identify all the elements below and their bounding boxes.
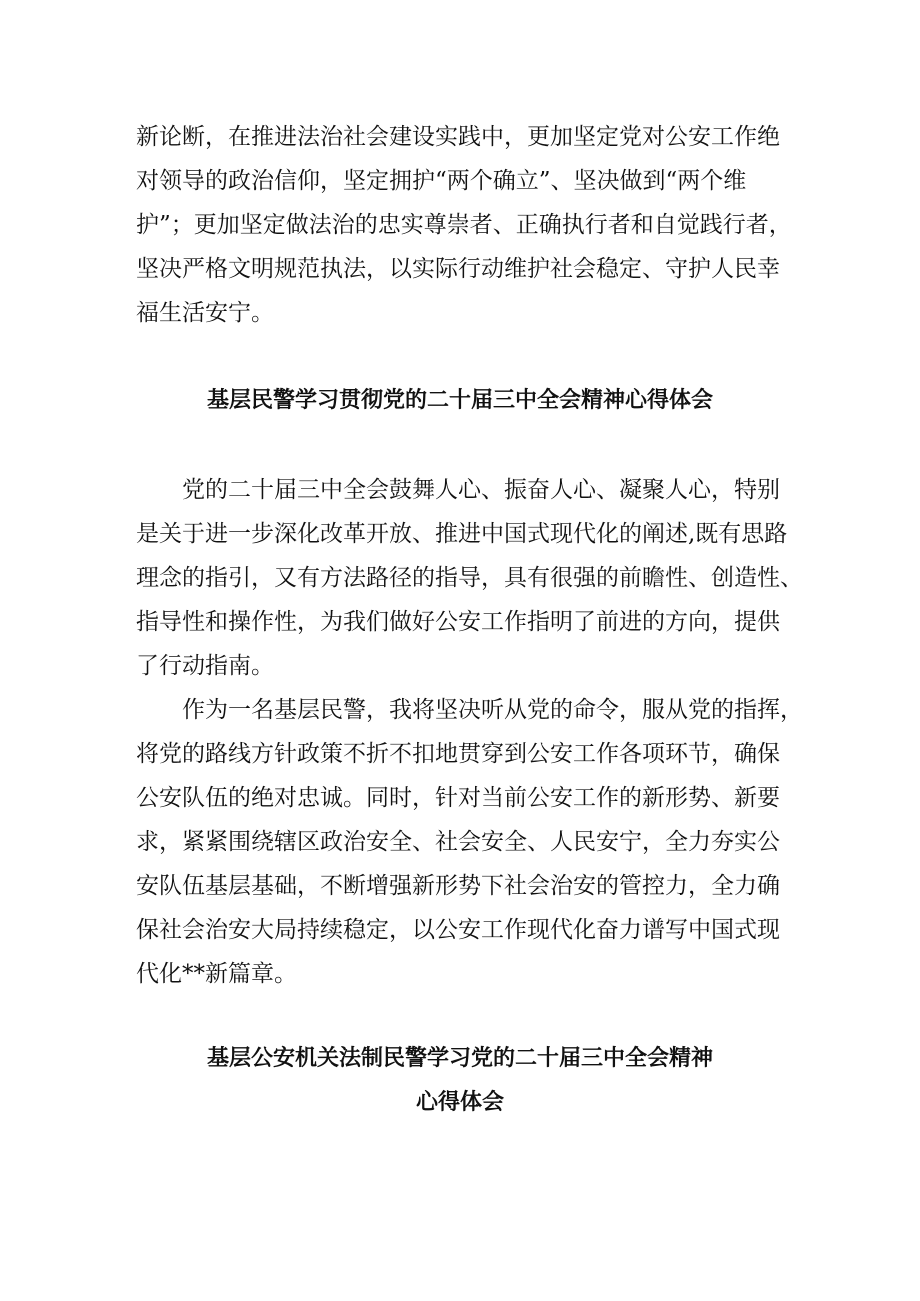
paragraph-line: 党的二十届三中全会鼓舞人心、振奋人心、凝聚人心，特别 xyxy=(182,477,780,503)
section-2-title-line-2: 心得体会 xyxy=(415,1090,504,1115)
paragraph-line: 作为一名基层民警，我将坚决听从党的命令，服从党的指挥， xyxy=(182,697,803,723)
paragraph-line: 理念的指引，又有方法路径的指导，具有很强的前瞻性、创造性、 xyxy=(136,565,803,591)
section-2-title-line-1: 基层公安机关法制民警学习党的二十届三中全会精神 xyxy=(206,1046,713,1071)
continued-paragraph xyxy=(136,115,798,335)
paragraph-line: 了行动指南。 xyxy=(136,653,274,679)
paragraph-line: 保社会治安大局持续稳定，以公安工作现代化奋力谱写中国式现 xyxy=(136,917,780,943)
paragraph-line: 福生活安宁。 xyxy=(136,300,274,326)
paragraph-line: 求，紧紧围绕辖区政治安全、社会安全、人民安宁，全力夯实公 xyxy=(136,829,780,855)
paragraph-line: 指导性和操作性，为我们做好公安工作指明了前进的方向，提供 xyxy=(136,609,780,635)
section-1-paragraph-1 xyxy=(136,468,803,688)
paragraph-line: 公安队伍的绝对忠诚。同时，针对当前公安工作的新形势、新要 xyxy=(136,785,780,811)
paragraph-line: 将党的路线方针政策不折不扣地贯穿到公安工作各项环节，确保 xyxy=(136,741,780,767)
section-1-paragraph-2 xyxy=(136,688,803,996)
section-1-title: 基层民警学习贯彻党的二十届三中全会精神心得体会 xyxy=(206,388,713,413)
paragraph-line: 代化**新篇章。 xyxy=(136,961,297,987)
paragraph-line: 新论断，在推进法治社会建设实践中，更加坚定党对公安工作绝 xyxy=(136,124,780,150)
paragraph-line: 护”；更加坚定做法治的忠实尊崇者、正确执行者和自觉践行者， xyxy=(136,212,792,238)
paragraph-line: 坚决严格文明规范执法，以实际行动维护社会稳定、守护人民幸 xyxy=(136,256,780,282)
paragraph-line: 对领导的政治信仰，坚定拥护“两个确立”、坚决做到“两个维 xyxy=(136,168,747,194)
paragraph-line: 是关于进一步深化改革开放、推进中国式现代化的阐述,既有思路 xyxy=(136,521,788,547)
paragraph-line: 安队伍基层基础，不断增强新形势下社会治安的管控力，全力确 xyxy=(136,873,780,899)
